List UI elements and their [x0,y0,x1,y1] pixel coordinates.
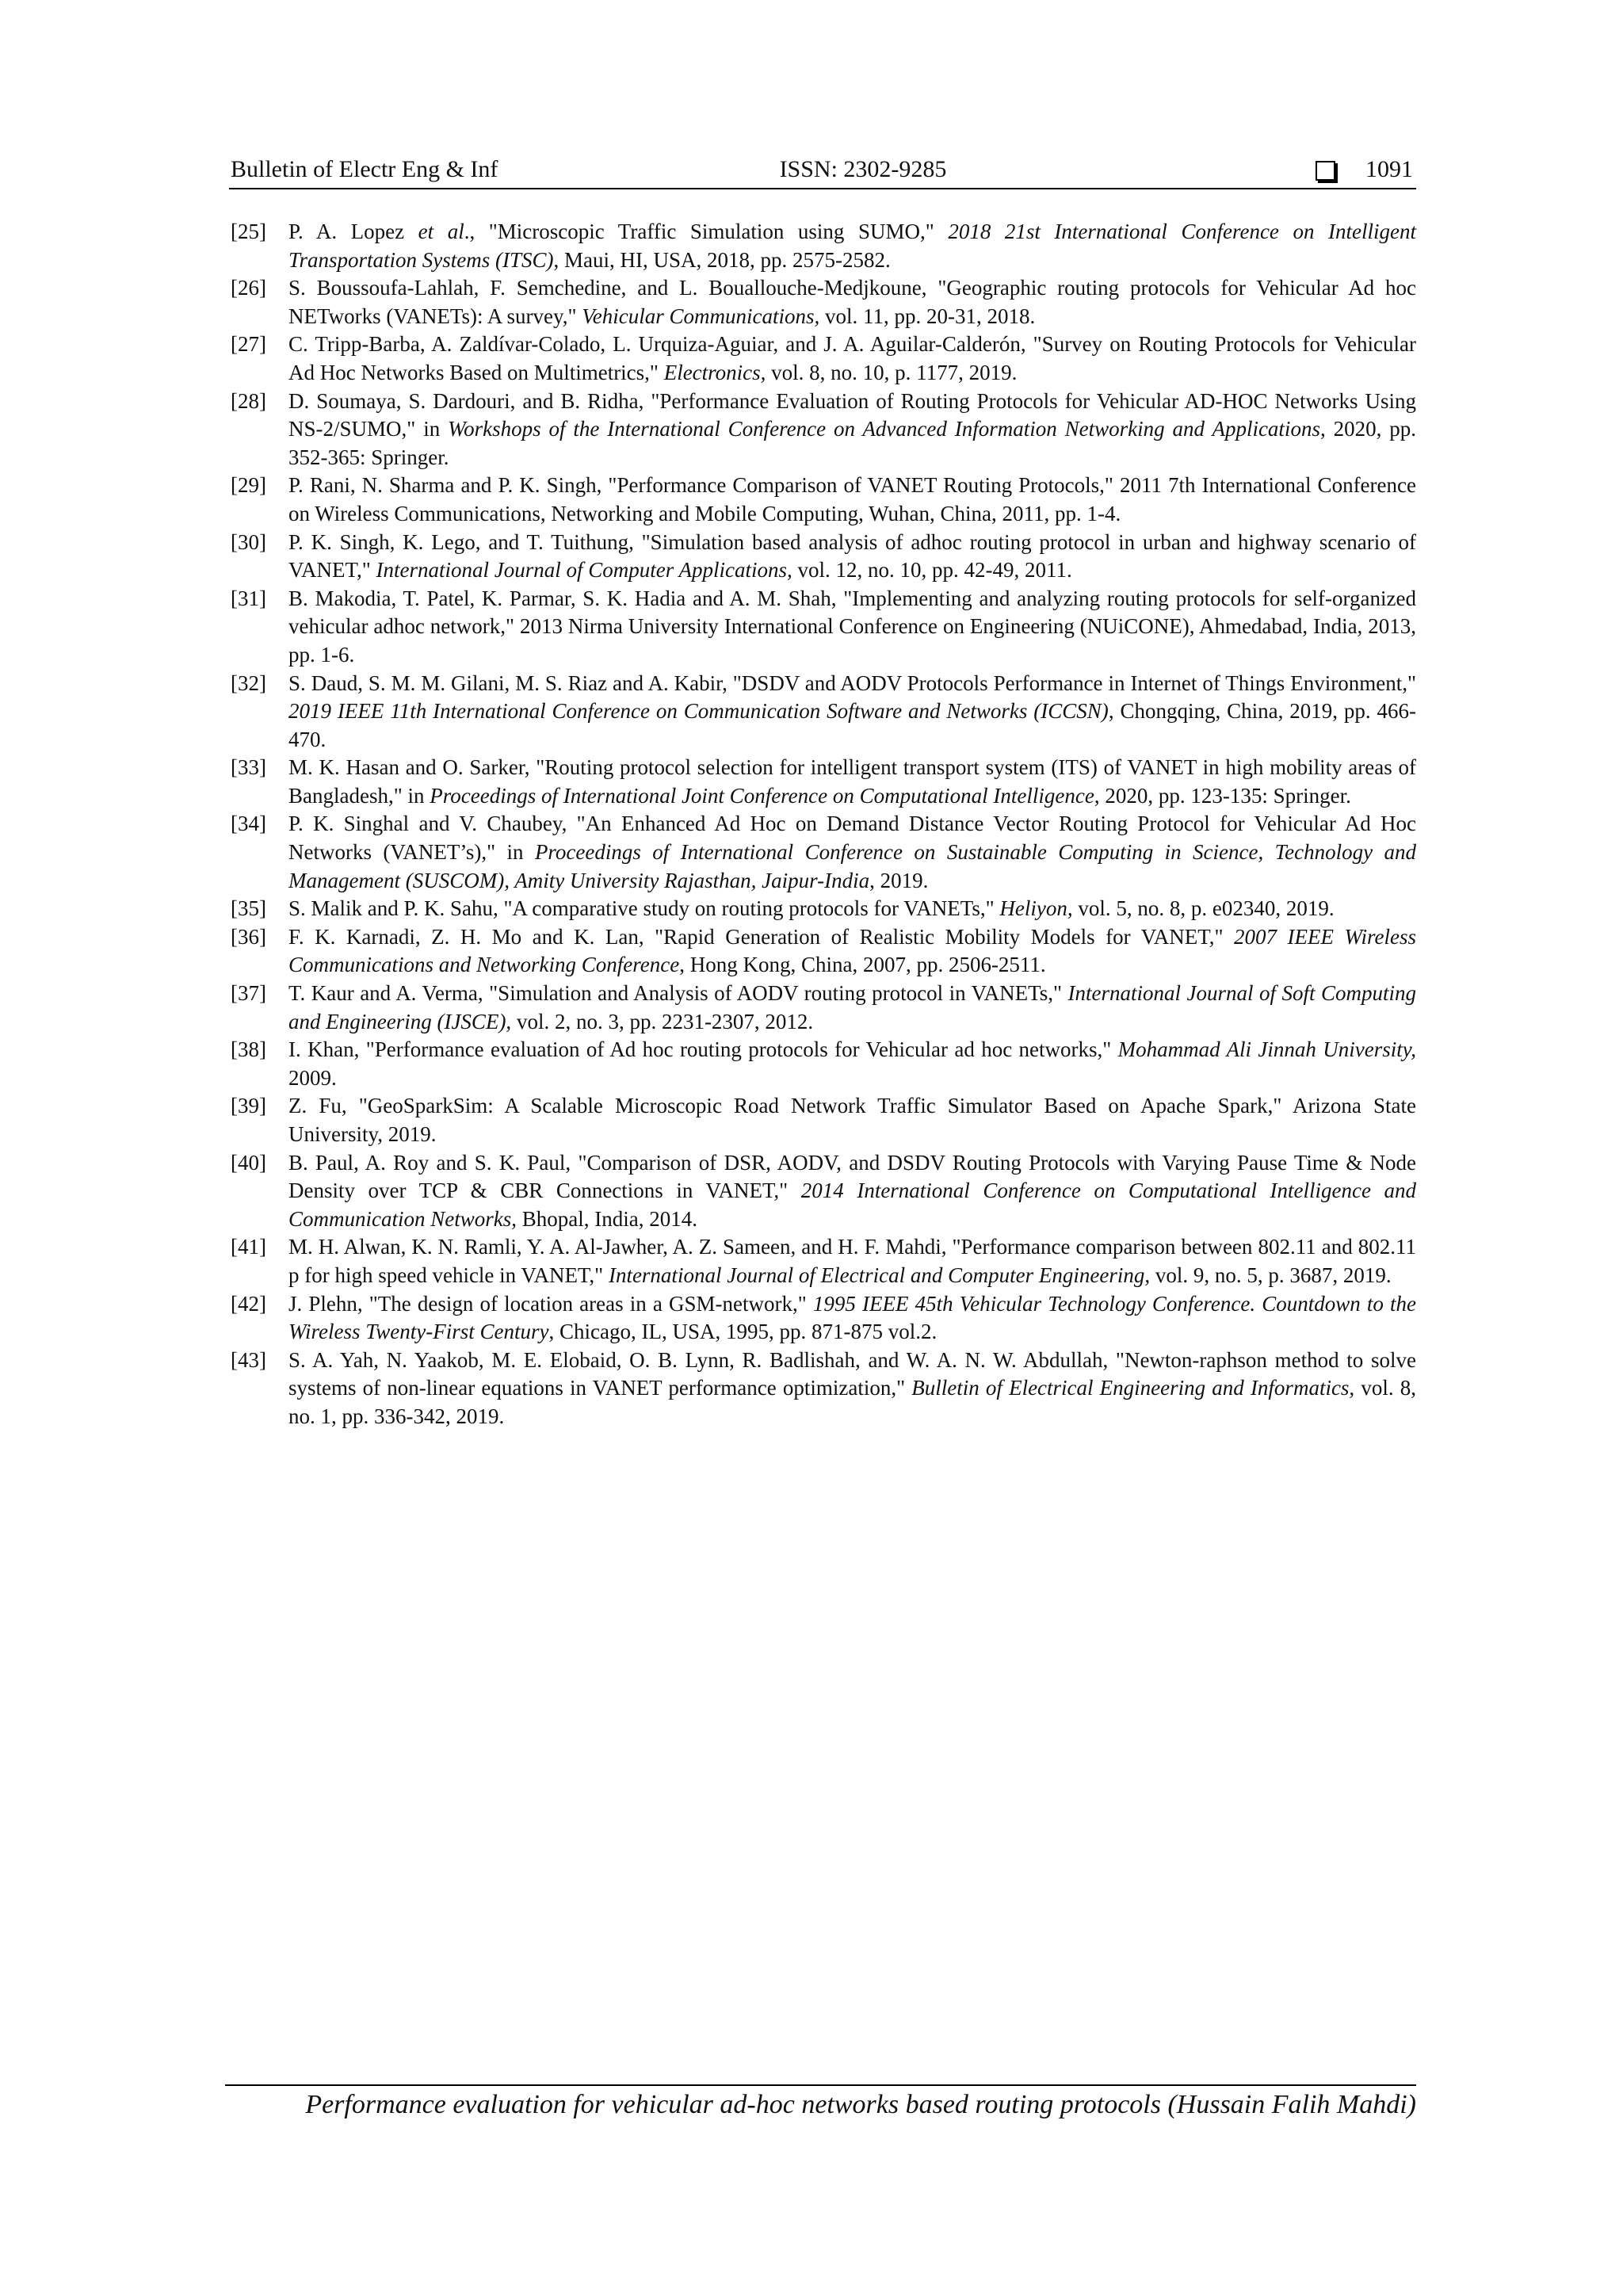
reference-segment: vol. 5, no. 8, p. e02340, 2019. [1072,896,1335,921]
reference-venue: International Journal of Computer Applications, [376,558,792,583]
issn: ISSN: 2302-9285 [779,156,947,182]
reference-segment: , 2019. [869,868,929,892]
reference-venue: International Journal of Soft Computing and Engineering (IJSCE), [288,981,1416,1033]
reference-text [288,1233,1416,1289]
reference-number: [34] [231,812,266,836]
reference-segment: , Chicago, IL, USA, 1995, pp. 871-875 vol.2. [548,1320,938,1344]
reference-segment: vol. 8, no. 1, pp. 336-342, 2019. [288,1376,1416,1428]
reference-segment: M. K. Hasan and O. Sarker, "Routing protocol selection for intelligent transport system (ITS) of VANET in high mobility areas of Bangladesh," in [288,755,1416,808]
reference-number: [41] [231,1235,266,1259]
reference-item [231,895,1416,923]
reference-segment: 2009. [288,1065,337,1090]
reference-segment: B. Makodia, T. Patel, K. Parmar, S. K. Hadia and A. M. Shah, "Implementing and analyzing routing protocols for self-organized vehicular adhoc network," 2013 Nirma University International Conference on Engineering (NUiCONE), Ahmedabad, India, 2013, pp. 1-6. [288,586,1416,667]
reference-text [288,218,1416,274]
reference-text [288,1347,1416,1431]
reference-segment: , 2020, pp. 123-135: Springer. [1094,783,1351,808]
reference-text [288,274,1416,330]
reference-item [231,529,1416,585]
reference-venue: 2014 International Conference on Computational Intelligence and Communication Networks [288,1179,1416,1231]
reference-number: [28] [231,388,266,413]
reference-item [231,754,1416,810]
reference-item [231,810,1416,895]
reference-segment: vol. 8, no. 10, p. 1177, 2019. [766,360,1018,384]
reference-number: [40] [231,1150,266,1175]
reference-venue: Electronics, [663,360,766,384]
reference-segment: vol. 12, no. 10, pp. 42-49, 2011. [792,558,1072,583]
reference-segment: , Chongqing, China, 2019, pp. 466-470. [288,699,1417,751]
reference-segment: S. Malik and P. K. Sahu, "A comparative study on routing protocols for VANETs," [288,896,1000,921]
reference-number: [37] [231,981,266,1006]
reference-venue: 2007 IEEE Wireless Communications and Networking Conference [288,924,1416,977]
page-number-group [1316,156,1413,183]
reference-segment: , Maui, HI, USA, 2018, pp. 2575-2582. [553,247,891,272]
reference-text [288,754,1416,810]
reference-segment: vol. 11, pp. 20-31, 2018. [819,304,1036,328]
journal-name: Bulletin of Electr Eng & Inf [231,156,498,182]
reference-segment: I. Khan, "Performance evaluation of Ad hoc routing protocols for Vehicular ad hoc networks," [288,1037,1118,1062]
reference-segment: vol. 9, no. 5, p. 3687, 2019. [1150,1263,1392,1287]
reference-number: [35] [231,896,266,921]
page-footer [225,2084,1416,2120]
reference-text [288,980,1416,1036]
reference-number: [43] [231,1347,266,1372]
reference-venue: Workshops of the International Conference on Advanced Information Networking and Applications [448,417,1320,441]
reference-item [231,472,1416,528]
reference-segment: J. Plehn, "The design of location areas in a GSM-network," [288,1291,813,1316]
reference-segment: S. Boussoufa-Lahlah, F. Semchedine, and L. Bouallouche-Medjkoune, "Geographic routing protocols for Vehicular Ad hoc NETworks (VANETs): A survey," [288,276,1416,328]
reference-venue: Proceedings of International Joint Conference on Computational Intelligence [430,783,1094,808]
reference-venue: 2018 21st International Conference on Intelligent Transportation Systems (ITSC) [288,220,1416,272]
reference-item [231,218,1416,274]
reference-item [231,1092,1416,1148]
reference-number: [26] [231,276,266,300]
reference-number: [33] [231,755,266,780]
reference-number: [39] [231,1094,266,1118]
reference-text [288,1036,1416,1092]
reference-text [288,585,1416,670]
reference-text [288,810,1416,895]
reference-text [288,670,1416,755]
running-title: Performance evaluation for vehicular ad-hoc networks based routing protocols (Hussain Falih Mahdi) [305,2090,1416,2119]
reference-venue: Heliyon, [999,896,1073,921]
reference-item [231,923,1416,980]
reference-number: [27] [231,332,266,357]
reference-segment: vol. 2, no. 3, pp. 2231-2307, 2012. [511,1009,814,1033]
reference-text [288,529,1416,585]
reference-segment: C. Tripp-Barba, A. Zaldívar-Colado, L. Urquiza-Aguiar, and J. A. Aguilar-Calderón, "Survey on Routing Protocols for Vehicular Ad Hoc Networks Based on Multimetrics," [288,332,1416,384]
reference-venue: International Journal of Electrical and Computer Engineering, [608,1263,1151,1287]
reference-venue: Proceedings of International Conference on Sustainable Computing in Science, Technology and Management (SUSCOM), Amity University Rajasthan, Jaipur-India [288,840,1416,892]
reference-segment: P. K. Singhal and V. Chaubey, "An Enhanced Ad Hoc on Demand Distance Vector Routing Protocol for Vehicular Ad Hoc Networks (VANET’s)," in [288,812,1416,865]
reference-text [288,1092,1416,1148]
reference-text [288,388,1416,472]
reference-item [231,1149,1416,1234]
reference-segment: Z. Fu, "GeoSparkSim: A Scalable Microscopic Road Network Traffic Simulator Based on Apache Spark," Arizona State University, 2019. [288,1094,1416,1146]
reference-text [288,1290,1416,1347]
reference-venue: Mohammad Ali Jinnah University, [1117,1037,1416,1062]
reference-venue: 1995 IEEE 45th Vehicular Technology Conference. Countdown to the Wireless Twenty-First Century [288,1291,1416,1344]
reference-item [231,1290,1416,1347]
reference-segment: , Hong Kong, China, 2007, pp. 2506-2511. [679,953,1046,977]
reference-item [231,330,1416,387]
reference-venue: et al [418,220,464,243]
reference-number: [32] [231,670,266,695]
reference-text [288,923,1416,980]
reference-item [231,1347,1416,1431]
reference-segment: B. Paul, A. Roy and S. K. Paul, "Comparison of DSR, AODV, and DSDV Routing Protocols with Varying Pause Time & Node Density over TCP & CBR Connections in VANET," [288,1150,1416,1203]
reference-number: [42] [231,1291,266,1316]
reference-segment: , Bhopal, India, 2014. [511,1206,697,1231]
reference-item [231,980,1416,1036]
reference-list [231,218,1416,1431]
reference-text [288,1149,1416,1234]
page-header [229,153,1416,189]
reference-text [288,472,1416,528]
reference-segment: F. K. Karnadi, Z. H. Mo and K. Lan, "Rapid Generation of Realistic Mobility Models for VANET," [288,924,1234,949]
reference-number: [36] [231,924,266,949]
square-box-icon [1316,161,1335,181]
reference-item [231,274,1416,330]
reference-number: [25] [231,220,266,243]
reference-number: [30] [231,529,266,554]
reference-segment: M. H. Alwan, K. N. Ramli, Y. A. Al-Jawher, A. Z. Sameen, and H. F. Mahdi, "Performance comparison between 802.11 and 802.11 p for high speed vehicle in VANET," [288,1235,1416,1287]
reference-number: [29] [231,473,266,498]
page-number: 1091 [1365,156,1413,182]
reference-number: [31] [231,586,266,610]
reference-item [231,585,1416,670]
reference-segment: S. A. Yah, N. Yaakob, M. E. Elobaid, O. B. Lynn, R. Badlishah, and W. A. N. W. Abdullah, "Newton-raphson method to solve systems of non-linear equations in VANET performance optimization," [288,1347,1416,1400]
reference-venue: Vehicular Communications, [582,304,820,328]
reference-venue: Bulletin of Electrical Engineering and Informatics, [911,1376,1355,1400]
reference-segment: T. Kaur and A. Verma, "Simulation and Analysis of AODV routing protocol in VANETs," [288,981,1068,1006]
reference-item [231,1036,1416,1092]
reference-segment: P. K. Singh, K. Lego, and T. Tuithung, "Simulation based analysis of adhoc routing protocol in urban and highway scenario of VANET," [288,529,1416,583]
reference-text [288,895,1416,923]
reference-segment: S. Daud, S. M. M. Gilani, M. S. Riaz and A. Kabir, "DSDV and AODV Protocols Performance in Internet of Things Environment," [288,670,1416,695]
reference-number: [38] [231,1037,266,1062]
reference-text [288,330,1416,387]
reference-item [231,1233,1416,1289]
reference-item [231,388,1416,472]
reference-segment: , 2020, pp. 352-365: Springer. [288,417,1416,469]
reference-segment: D. Soumaya, S. Dardouri, and B. Ridha, "Performance Evaluation of Routing Protocols for Vehicular AD-HOC Networks Using NS-2/SUMO," in [288,388,1416,441]
reference-item [231,670,1416,755]
reference-segment: ., "Microscopic Traffic Simulation using SUMO," [464,220,949,243]
reference-segment: P. Rani, N. Sharma and P. K. Singh, "Performance Comparison of VANET Routing Protocols," 2011 7th International Conference on Wireless Communications, Networking and Mobile Computing, Wuhan, China, 2011, pp. 1-4. [288,473,1416,525]
reference-segment: P. A. Lopez [288,220,418,243]
reference-venue: 2019 IEEE 11th International Conference on Communication Software and Networks (ICCSN) [288,699,1109,724]
